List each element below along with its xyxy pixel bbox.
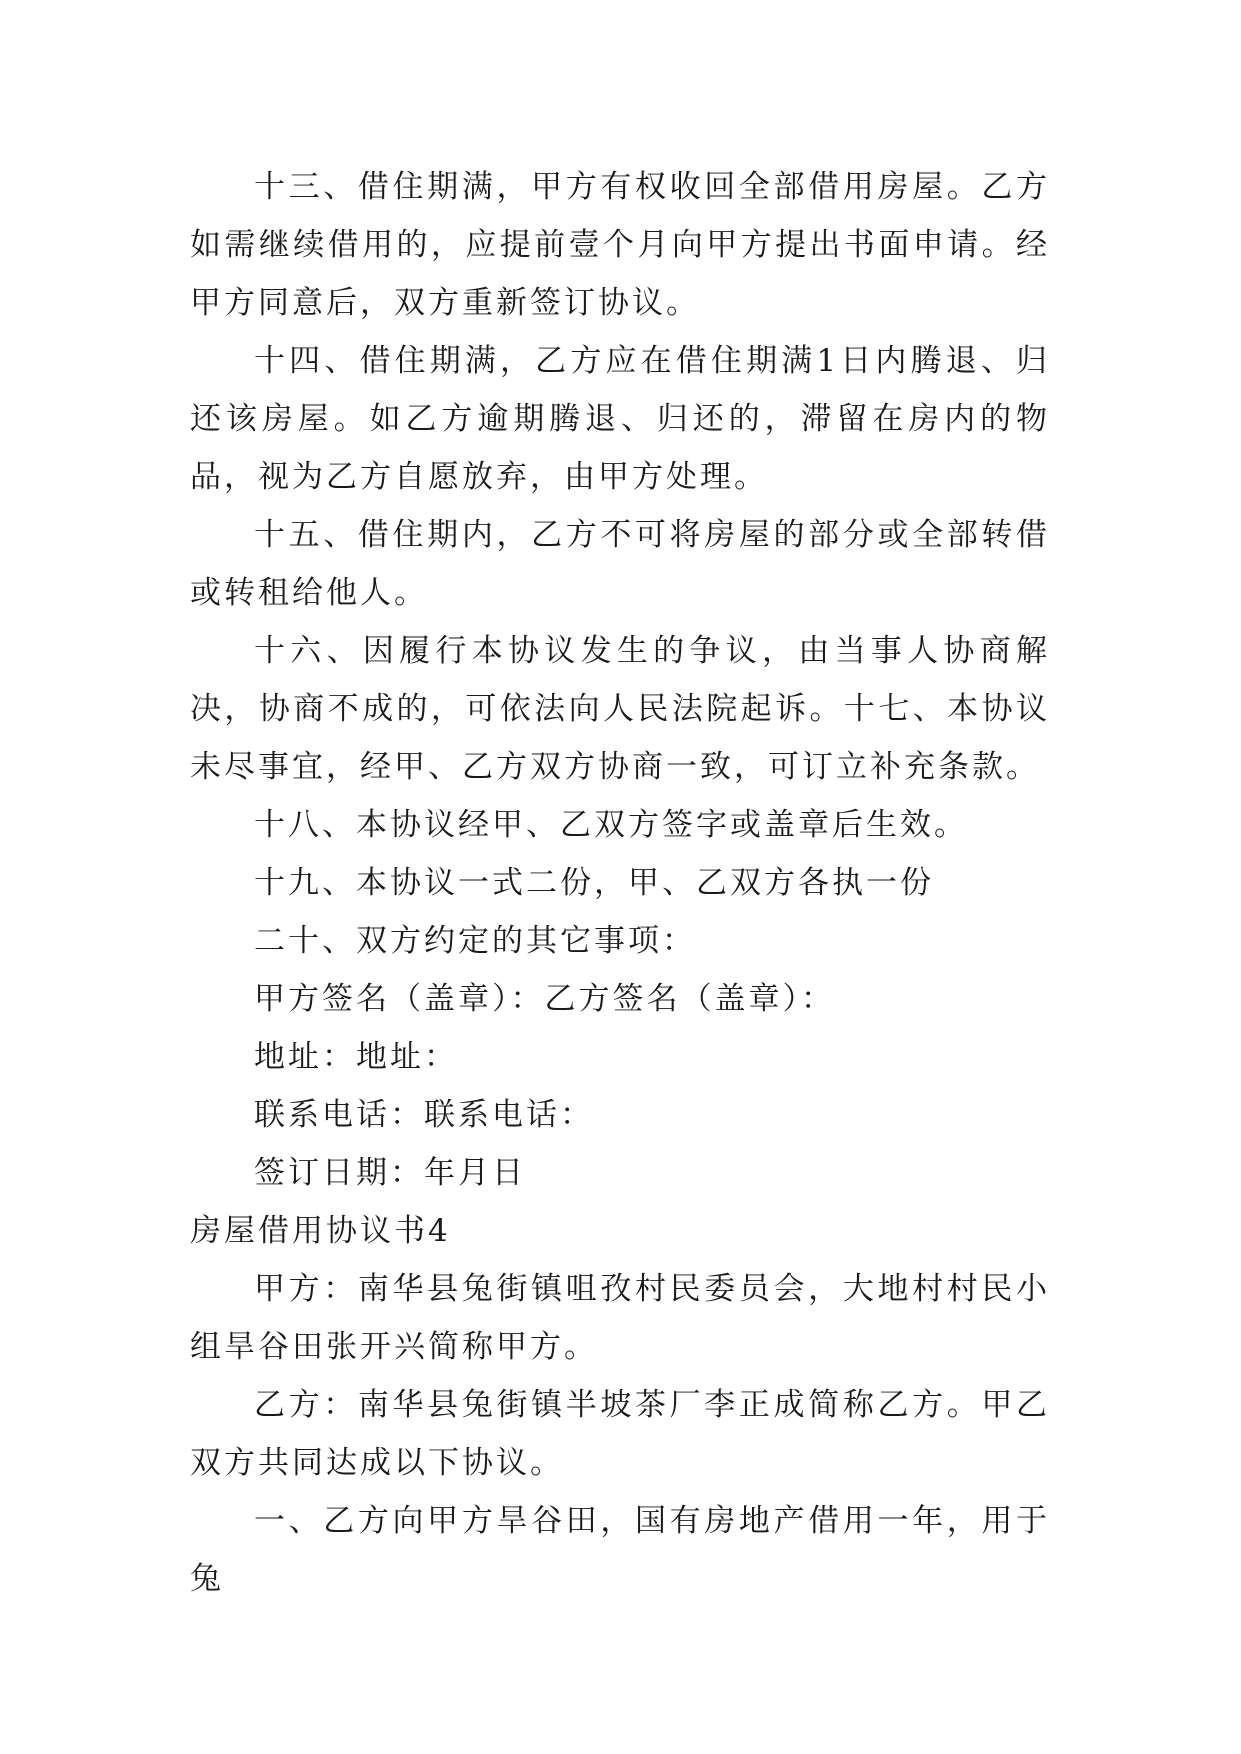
clause-13: 十三、借住期满，甲方有权收回全部借用房屋。乙方如需继续借用的，应提前壹个月向甲方提出书面申请。经甲方同意后，双方重新签订协议。 [190, 169, 1050, 321]
date-line: 签订日期：年月日 [254, 1155, 526, 1191]
party-b: 乙方：南华县兔街镇半坡茶厂李正成简称乙方。甲乙双方共同达成以下协议。 [190, 1387, 1050, 1481]
phone-line: 联系电话：联系电话： [254, 1097, 594, 1133]
clause-14: 十四、借住期满，乙方应在借住期满1日内腾退、归还该房屋。如乙方逾期腾退、归还的，滞留在房内的物品，视为乙方自愿放弃，由甲方处理。 [190, 343, 1050, 495]
section-heading: 房屋借用协议书4 [190, 1213, 451, 1249]
clause-19: 十九、本协议一式二份，甲、乙双方各执一份 [254, 865, 934, 901]
document-body [190, 158, 1050, 1608]
clause-15: 十五、借住期内，乙方不可将房屋的部分或全部转借或转租给他人。 [190, 517, 1050, 611]
clause-20: 二十、双方约定的其它事项： [254, 923, 696, 959]
clause-1: 一、乙方向甲方旱谷田，国有房地产借用一年，用于兔 [190, 1503, 1050, 1597]
signature-line: 甲方签名（盖章）：乙方签名（盖章）： [254, 981, 835, 1017]
address-line: 地址：地址： [254, 1039, 458, 1075]
clause-16-17: 十六、因履行本协议发生的争议，由当事人协商解决，协商不成的，可依法向人民法院起诉。十七、本协议未尽事宜，经甲、乙方双方协商一致，可订立补充条款。 [190, 633, 1050, 785]
party-a: 甲方：南华县兔街镇咀孜村民委员会，大地村村民小组旱谷田张开兴简称甲方。 [190, 1271, 1050, 1365]
clause-18: 十八、本协议经甲、乙双方签字或盖章后生效。 [254, 807, 968, 843]
